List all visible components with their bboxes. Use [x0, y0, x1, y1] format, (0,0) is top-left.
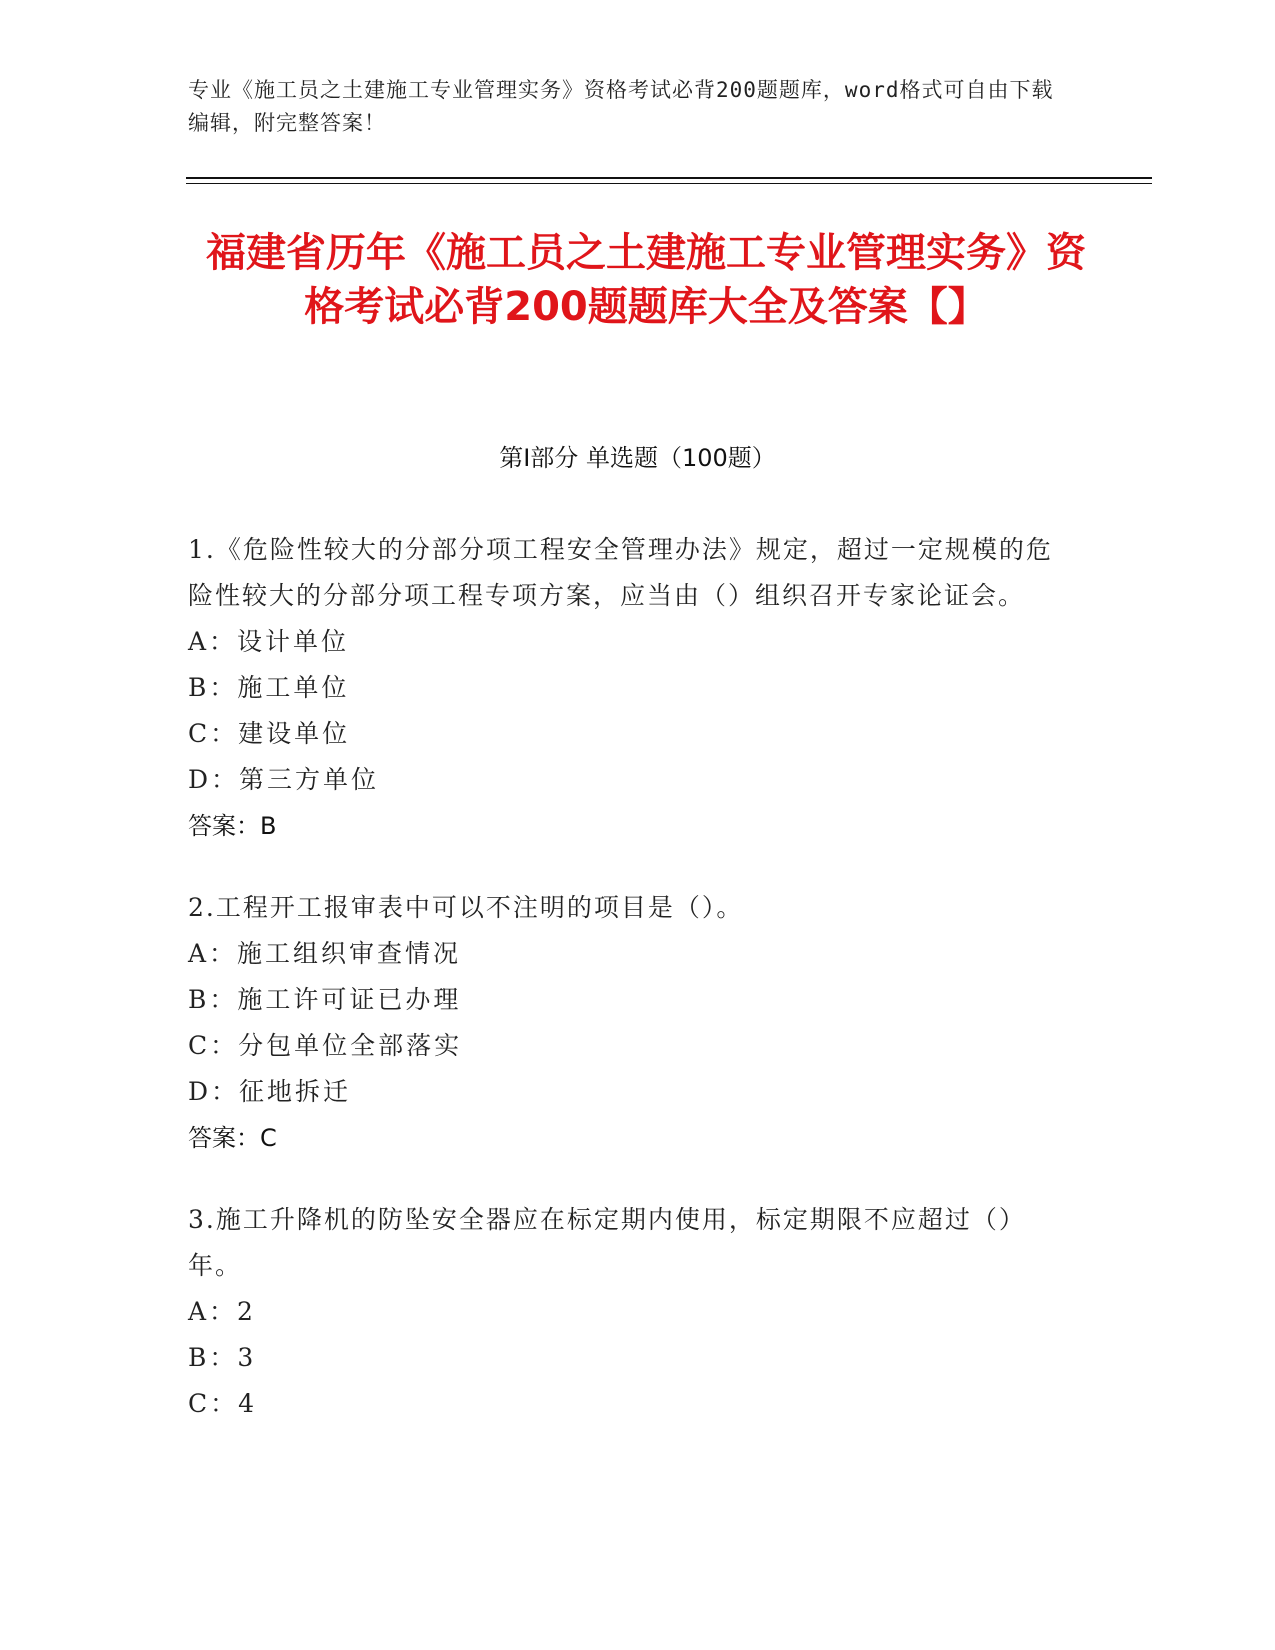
question-item [188, 885, 1068, 1161]
answer: 答案：B [188, 812, 277, 840]
option-a: A：施工组织审查情况 [188, 939, 462, 968]
header-divider-thick [186, 177, 1152, 179]
question-item [188, 527, 1068, 849]
question-stem: 3.施工升降机的防坠安全器应在标定期内使用，标定期限不应超过（）年。 [188, 1205, 1026, 1280]
header-divider-thin [186, 183, 1152, 184]
option-b: B：施工单位 [188, 673, 350, 702]
question-list [188, 527, 1068, 1463]
question-item [188, 1197, 1068, 1427]
option-b: B：3 [188, 1343, 257, 1372]
option-a: A：2 [188, 1297, 256, 1326]
answer: 答案：C [188, 1124, 277, 1152]
document-title: 福建省历年《施工员之土建施工专业管理实务》资格考试必背200题题库大全及答案【】 [206, 230, 1086, 330]
option-c: C：4 [188, 1389, 258, 1418]
option-c: C：建设单位 [188, 719, 351, 748]
option-d: D：第三方单位 [188, 765, 380, 794]
option-d: D：征地拆迁 [188, 1077, 352, 1106]
header-note: 专业《施工员之土建施工专业管理实务》资格考试必背200题题库，word格式可自由下载编辑，附完整答案！ [188, 78, 1054, 135]
option-c: C：分包单位全部落实 [188, 1031, 463, 1060]
section-heading: 第Ⅰ部分 单选题（100题） [499, 444, 776, 472]
question-stem: 2.工程开工报审表中可以不注明的项目是（）。 [188, 893, 744, 922]
option-a: A：设计单位 [188, 627, 350, 656]
question-stem: 1.《危险性较大的分部分项工程安全管理办法》规定，超过一定规模的危险性较大的分部分项工程专项方案，应当由（）组织召开专家论证会。 [188, 535, 1053, 610]
option-b: B：施工许可证已办理 [188, 985, 462, 1014]
